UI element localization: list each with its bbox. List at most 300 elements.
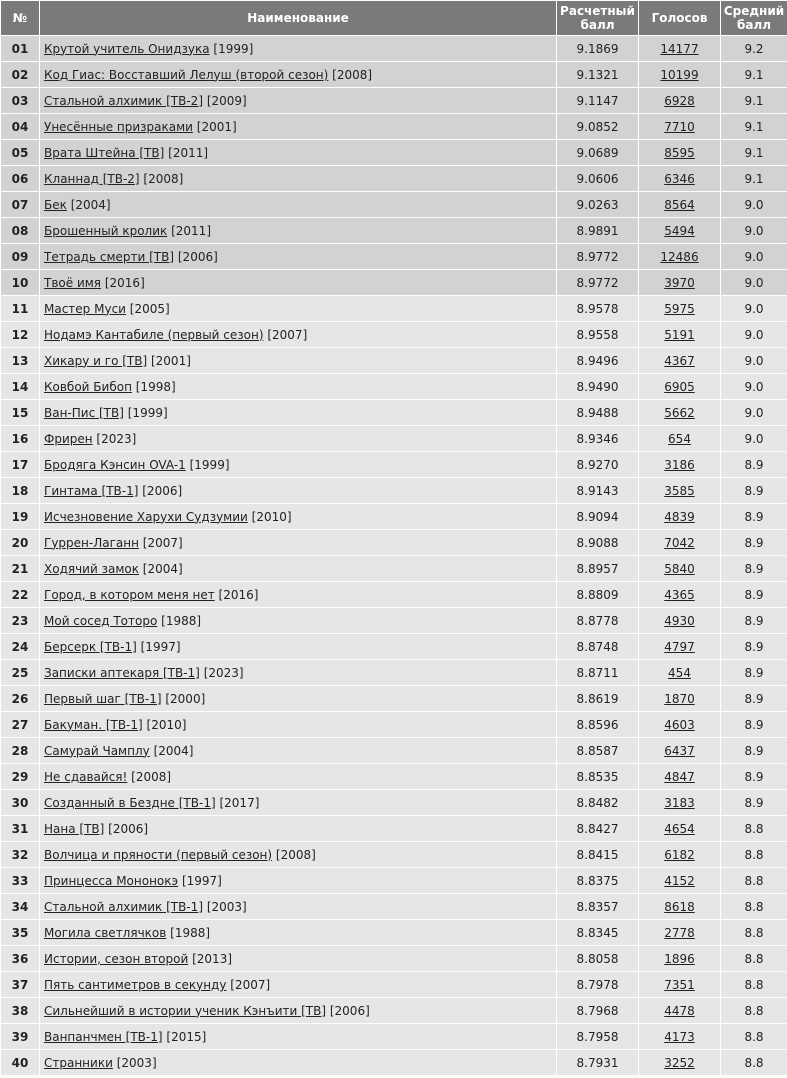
calculated-score: 8.9772 (557, 270, 638, 295)
title-link[interactable]: Бродяга Кэнсин OVA-1 (44, 457, 186, 472)
year-label: [2010] (251, 509, 292, 524)
average-score: 8.8 (721, 920, 787, 945)
average-score: 8.8 (721, 972, 787, 997)
rank-number: 16 (1, 426, 39, 451)
votes-cell (639, 660, 720, 685)
rank-number: 35 (1, 920, 39, 945)
average-score: 8.9 (721, 738, 787, 763)
votes-link[interactable]: 5191 (664, 327, 695, 342)
title-link[interactable]: Стальной алхимик [ТВ-2] (44, 93, 203, 108)
title-cell (40, 556, 556, 581)
rank-number: 06 (1, 166, 39, 191)
rank-number: 23 (1, 608, 39, 633)
calculated-score: 8.8535 (557, 764, 638, 789)
average-score: 8.8 (721, 868, 787, 893)
title-cell (40, 218, 556, 243)
average-score: 9.1 (721, 140, 787, 165)
rank-number: 08 (1, 218, 39, 243)
votes-link[interactable]: 654 (668, 431, 691, 446)
year-label: [2006] (177, 249, 218, 264)
average-score: 8.8 (721, 998, 787, 1023)
table-row (1, 920, 787, 945)
table-row (1, 114, 787, 139)
table-row (1, 452, 787, 477)
title-link[interactable]: Принцесса Мононокэ (44, 873, 179, 888)
title-link[interactable]: Крутой учитель Онидзука (44, 41, 210, 56)
title-link[interactable]: Первый шаг [ТВ-1] (44, 691, 162, 706)
average-score: 9.0 (721, 218, 787, 243)
votes-cell (639, 296, 720, 321)
year-label: [1998] (135, 379, 176, 394)
title-cell (40, 946, 556, 971)
average-score: 8.9 (721, 582, 787, 607)
title-link[interactable]: Волчица и пряности (первый сезон) (44, 847, 273, 862)
title-link[interactable]: Гинтама [ТВ-1] (44, 483, 139, 498)
votes-cell (639, 582, 720, 607)
year-label: [2001] (150, 353, 191, 368)
title-cell (40, 504, 556, 529)
calculated-score: 9.1321 (557, 62, 638, 87)
votes-cell (639, 608, 720, 633)
title-cell (40, 36, 556, 61)
average-score: 8.9 (721, 790, 787, 815)
calculated-score: 8.8748 (557, 634, 638, 659)
year-label: [1999] (189, 457, 230, 472)
title-link[interactable]: Самурай Чамплу (44, 743, 150, 758)
rank-number: 02 (1, 62, 39, 87)
year-label: [2008] (332, 67, 373, 82)
rank-number: 38 (1, 998, 39, 1023)
table-row (1, 296, 787, 321)
average-score: 8.8 (721, 816, 787, 841)
votes-link[interactable]: 7042 (664, 535, 695, 550)
votes-cell (639, 530, 720, 555)
votes-link[interactable]: 4603 (664, 717, 695, 732)
year-label: [2000] (165, 691, 206, 706)
votes-cell (639, 166, 720, 191)
average-score: 9.0 (721, 296, 787, 321)
calculated-score: 8.9346 (557, 426, 638, 451)
votes-cell (639, 270, 720, 295)
rank-number: 15 (1, 400, 39, 425)
table-row (1, 504, 787, 529)
title-link[interactable]: Твоё имя (44, 275, 102, 290)
votes-cell (639, 790, 720, 815)
title-cell (40, 166, 556, 191)
table-row (1, 894, 787, 919)
title-link[interactable]: Ковбой Бибоп (44, 379, 132, 394)
votes-cell (639, 998, 720, 1023)
table-row (1, 140, 787, 165)
title-cell (40, 400, 556, 425)
year-label: [2009] (206, 93, 247, 108)
rank-number: 04 (1, 114, 39, 139)
title-link[interactable]: Стальной алхимик [ТВ-1] (44, 899, 203, 914)
rank-number: 33 (1, 868, 39, 893)
average-score: 9.0 (721, 192, 787, 217)
votes-link[interactable]: 3252 (664, 1055, 695, 1070)
table-row (1, 426, 787, 451)
average-score: 8.9 (721, 686, 787, 711)
votes-link[interactable]: 4478 (664, 1003, 695, 1018)
table-row (1, 868, 787, 893)
votes-link[interactable]: 4654 (664, 821, 695, 836)
title-link[interactable]: Созданный в Бездне [ТВ-1] (44, 795, 216, 810)
calculated-score: 8.8357 (557, 894, 638, 919)
title-cell (40, 608, 556, 633)
votes-link[interactable]: 4367 (664, 353, 695, 368)
rank-number: 01 (1, 36, 39, 61)
rank-number: 26 (1, 686, 39, 711)
votes-cell (639, 842, 720, 867)
year-label: [2023] (96, 431, 137, 446)
rank-number: 03 (1, 88, 39, 113)
calculated-score: 8.8957 (557, 556, 638, 581)
average-score: 8.9 (721, 712, 787, 737)
votes-cell (639, 868, 720, 893)
votes-link[interactable]: 6346 (664, 171, 695, 186)
title-cell (40, 426, 556, 451)
column-header-name: Наименование (40, 1, 556, 35)
votes-cell (639, 504, 720, 529)
votes-cell (639, 712, 720, 737)
votes-link[interactable]: 8595 (664, 145, 695, 160)
average-score: 9.1 (721, 114, 787, 139)
table-row (1, 764, 787, 789)
calculated-score: 8.9270 (557, 452, 638, 477)
title-link[interactable]: Мой сосед Тоторо (44, 613, 158, 628)
votes-cell (639, 192, 720, 217)
table-row (1, 582, 787, 607)
votes-link[interactable]: 4173 (664, 1029, 695, 1044)
table-row (1, 322, 787, 347)
votes-link[interactable]: 6905 (664, 379, 695, 394)
column-header-number: № (1, 1, 39, 35)
votes-cell (639, 114, 720, 139)
calculated-score: 8.7978 (557, 972, 638, 997)
year-label: [2004] (70, 197, 111, 212)
votes-link[interactable]: 4847 (664, 769, 695, 784)
title-cell (40, 868, 556, 893)
table-row (1, 530, 787, 555)
calculated-score: 8.8778 (557, 608, 638, 633)
rank-number: 27 (1, 712, 39, 737)
title-cell (40, 62, 556, 87)
calculated-score: 8.9088 (557, 530, 638, 555)
title-cell (40, 244, 556, 269)
votes-link[interactable]: 4930 (664, 613, 695, 628)
rank-number: 13 (1, 348, 39, 373)
table-body (1, 36, 787, 1075)
votes-link[interactable]: 4797 (664, 639, 695, 654)
calculated-score: 8.8058 (557, 946, 638, 971)
votes-cell (639, 36, 720, 61)
year-label: [2015] (166, 1029, 207, 1044)
title-cell (40, 88, 556, 113)
calculated-score: 8.9490 (557, 374, 638, 399)
title-link[interactable]: Хикару и го [ТВ] (44, 353, 148, 368)
table-row (1, 478, 787, 503)
votes-link[interactable]: 3186 (664, 457, 695, 472)
year-label: [2008] (131, 769, 172, 784)
year-label: [2017] (219, 795, 260, 810)
rank-number: 37 (1, 972, 39, 997)
average-score: 9.1 (721, 88, 787, 113)
average-score: 9.0 (721, 426, 787, 451)
average-score: 8.9 (721, 530, 787, 555)
table-row (1, 192, 787, 217)
average-score: 8.9 (721, 452, 787, 477)
table-row (1, 738, 787, 763)
average-score: 9.0 (721, 270, 787, 295)
votes-link[interactable]: 4365 (664, 587, 695, 602)
year-label: [1988] (161, 613, 202, 628)
rank-number: 20 (1, 530, 39, 555)
title-link[interactable]: Могила светлячков (44, 925, 167, 940)
rank-number: 39 (1, 1024, 39, 1049)
year-label: [2007] (230, 977, 271, 992)
votes-cell (639, 88, 720, 113)
year-label: [2004] (142, 561, 183, 576)
title-link[interactable]: Странники (44, 1055, 113, 1070)
votes-cell (639, 140, 720, 165)
average-score: 9.0 (721, 348, 787, 373)
average-score: 9.0 (721, 374, 787, 399)
title-cell (40, 114, 556, 139)
votes-link[interactable]: 5662 (664, 405, 695, 420)
votes-link[interactable]: 6182 (664, 847, 695, 862)
title-link[interactable]: Сильнейший в истории ученик Кэнъити [ТВ] (44, 1003, 327, 1018)
votes-cell (639, 322, 720, 347)
year-label: [2023] (203, 665, 244, 680)
rank-number: 09 (1, 244, 39, 269)
votes-link[interactable]: 6437 (664, 743, 695, 758)
rank-number: 40 (1, 1050, 39, 1075)
calculated-score: 8.8345 (557, 920, 638, 945)
title-link[interactable]: Код Гиас: Восставший Лелуш (второй сезон) (44, 67, 329, 82)
rank-number: 36 (1, 946, 39, 971)
calculated-score: 8.8596 (557, 712, 638, 737)
average-score: 9.1 (721, 166, 787, 191)
votes-cell (639, 972, 720, 997)
title-link[interactable]: Нодамэ Кантабиле (первый сезон) (44, 327, 264, 342)
title-link[interactable]: Нана [ТВ] (44, 821, 105, 836)
votes-link[interactable]: 3585 (664, 483, 695, 498)
table-row (1, 556, 787, 581)
votes-link[interactable]: 5840 (664, 561, 695, 576)
title-link[interactable]: Кланнад [ТВ-2] (44, 171, 140, 186)
title-cell (40, 816, 556, 841)
title-link[interactable]: Записки аптекаря [ТВ-1] (44, 665, 200, 680)
calculated-score: 8.9772 (557, 244, 638, 269)
title-link[interactable]: Тетрадь смерти [ТВ] (44, 249, 175, 264)
title-link[interactable]: Врата Штейна [ТВ] (44, 145, 165, 160)
table-row (1, 946, 787, 971)
title-link[interactable]: Ван-Пис [ТВ] (44, 405, 124, 420)
calculated-score: 8.9143 (557, 478, 638, 503)
title-link[interactable]: Брошенный кролик (44, 223, 168, 238)
votes-link[interactable]: 10199 (660, 67, 699, 82)
title-link[interactable]: Унесённые призраками (44, 119, 193, 134)
table-row (1, 972, 787, 997)
votes-link[interactable]: 454 (668, 665, 691, 680)
votes-cell (639, 1050, 720, 1075)
votes-link[interactable]: 2778 (664, 925, 695, 940)
votes-link[interactable]: 4839 (664, 509, 695, 524)
votes-cell (639, 946, 720, 971)
title-cell (40, 374, 556, 399)
year-label: [2016] (218, 587, 259, 602)
title-cell (40, 140, 556, 165)
votes-link[interactable]: 7351 (664, 977, 695, 992)
calculated-score: 8.8711 (557, 660, 638, 685)
votes-link[interactable]: 8564 (664, 197, 695, 212)
votes-link[interactable]: 14177 (660, 41, 699, 56)
votes-link[interactable]: 5975 (664, 301, 695, 316)
calculated-score: 8.8809 (557, 582, 638, 607)
year-label: [2007] (267, 327, 308, 342)
table-row (1, 842, 787, 867)
title-cell (40, 712, 556, 737)
title-cell (40, 452, 556, 477)
average-score: 8.9 (721, 634, 787, 659)
title-cell (40, 764, 556, 789)
rank-number: 34 (1, 894, 39, 919)
year-label: [1988] (170, 925, 211, 940)
title-cell (40, 530, 556, 555)
rank-number: 32 (1, 842, 39, 867)
calculated-score: 8.9496 (557, 348, 638, 373)
votes-cell (639, 920, 720, 945)
rank-number: 18 (1, 478, 39, 503)
votes-cell (639, 244, 720, 269)
rank-number: 24 (1, 634, 39, 659)
year-label: [1997] (181, 873, 222, 888)
title-link[interactable]: Пять сантиметров в секунду (44, 977, 227, 992)
table-row (1, 660, 787, 685)
votes-link[interactable]: 8618 (664, 899, 695, 914)
title-link[interactable]: Истории, сезон второй (44, 951, 189, 966)
average-score: 9.0 (721, 322, 787, 347)
title-cell (40, 478, 556, 503)
title-link[interactable]: Не сдавайся! (44, 769, 128, 784)
year-label: [2006] (329, 1003, 370, 1018)
title-cell (40, 348, 556, 373)
table-row (1, 36, 787, 61)
calculated-score: 8.7958 (557, 1024, 638, 1049)
title-cell (40, 894, 556, 919)
title-link[interactable]: Гуррен-Лаганн (44, 535, 139, 550)
votes-link[interactable]: 7710 (664, 119, 695, 134)
calculated-score: 8.9578 (557, 296, 638, 321)
average-score: 9.0 (721, 400, 787, 425)
rank-number: 19 (1, 504, 39, 529)
table-row (1, 1024, 787, 1049)
title-link[interactable]: Берсерк [ТВ-1] (44, 639, 137, 654)
average-score: 8.9 (721, 660, 787, 685)
average-score: 8.9 (721, 556, 787, 581)
title-cell (40, 582, 556, 607)
votes-link[interactable]: 6928 (664, 93, 695, 108)
table-header-row (1, 1, 787, 35)
table-row (1, 400, 787, 425)
votes-cell (639, 218, 720, 243)
table-row (1, 348, 787, 373)
calculated-score: 8.7968 (557, 998, 638, 1023)
table-row (1, 88, 787, 113)
rank-number: 29 (1, 764, 39, 789)
average-score: 8.9 (721, 504, 787, 529)
year-label: [2013] (192, 951, 233, 966)
table-row (1, 816, 787, 841)
rank-number: 05 (1, 140, 39, 165)
year-label: [2006] (142, 483, 183, 498)
title-link[interactable]: Мастер Муси (44, 301, 126, 316)
calculated-score: 8.9488 (557, 400, 638, 425)
votes-cell (639, 764, 720, 789)
calculated-score: 8.8427 (557, 816, 638, 841)
votes-link[interactable]: 1896 (664, 951, 695, 966)
column-header-score: Расчетный балл (557, 1, 638, 35)
year-label: [2005] (129, 301, 170, 316)
votes-cell (639, 478, 720, 503)
average-score: 8.8 (721, 842, 787, 867)
title-link[interactable]: Исчезновение Харухи Судзумии (44, 509, 248, 524)
calculated-score: 9.1147 (557, 88, 638, 113)
table-row (1, 270, 787, 295)
title-link[interactable]: Фрирен (44, 431, 93, 446)
title-link[interactable]: Бакуман. [ТВ-1] (44, 717, 143, 732)
rank-number: 11 (1, 296, 39, 321)
average-score: 8.8 (721, 946, 787, 971)
votes-link[interactable]: 1870 (664, 691, 695, 706)
title-cell (40, 790, 556, 815)
title-link[interactable]: Город, в котором меня нет (44, 587, 215, 602)
average-score: 8.8 (721, 1050, 787, 1075)
votes-link[interactable]: 12486 (660, 249, 699, 264)
title-cell (40, 686, 556, 711)
votes-cell (639, 62, 720, 87)
rank-number: 07 (1, 192, 39, 217)
votes-link[interactable]: 3183 (664, 795, 695, 810)
title-link[interactable]: Бек (44, 197, 67, 212)
title-link[interactable]: Ванпанчмен [ТВ-1] (44, 1029, 163, 1044)
votes-link[interactable]: 3970 (664, 275, 695, 290)
votes-cell (639, 634, 720, 659)
rank-number: 12 (1, 322, 39, 347)
year-label: [2003] (116, 1055, 157, 1070)
calculated-score: 9.0852 (557, 114, 638, 139)
average-score: 9.1 (721, 62, 787, 87)
rank-number: 25 (1, 660, 39, 685)
votes-cell (639, 686, 720, 711)
rank-number: 28 (1, 738, 39, 763)
title-cell (40, 192, 556, 217)
votes-cell (639, 738, 720, 763)
year-label: [1997] (140, 639, 181, 654)
table-row (1, 686, 787, 711)
rank-number: 21 (1, 556, 39, 581)
year-label: [2008] (143, 171, 184, 186)
table-row (1, 1050, 787, 1075)
year-label: [2006] (108, 821, 149, 836)
calculated-score: 8.7931 (557, 1050, 638, 1075)
votes-cell (639, 556, 720, 581)
title-link[interactable]: Ходячий замок (44, 561, 139, 576)
votes-link[interactable]: 5494 (664, 223, 695, 238)
average-score: 9.2 (721, 36, 787, 61)
votes-link[interactable]: 4152 (664, 873, 695, 888)
